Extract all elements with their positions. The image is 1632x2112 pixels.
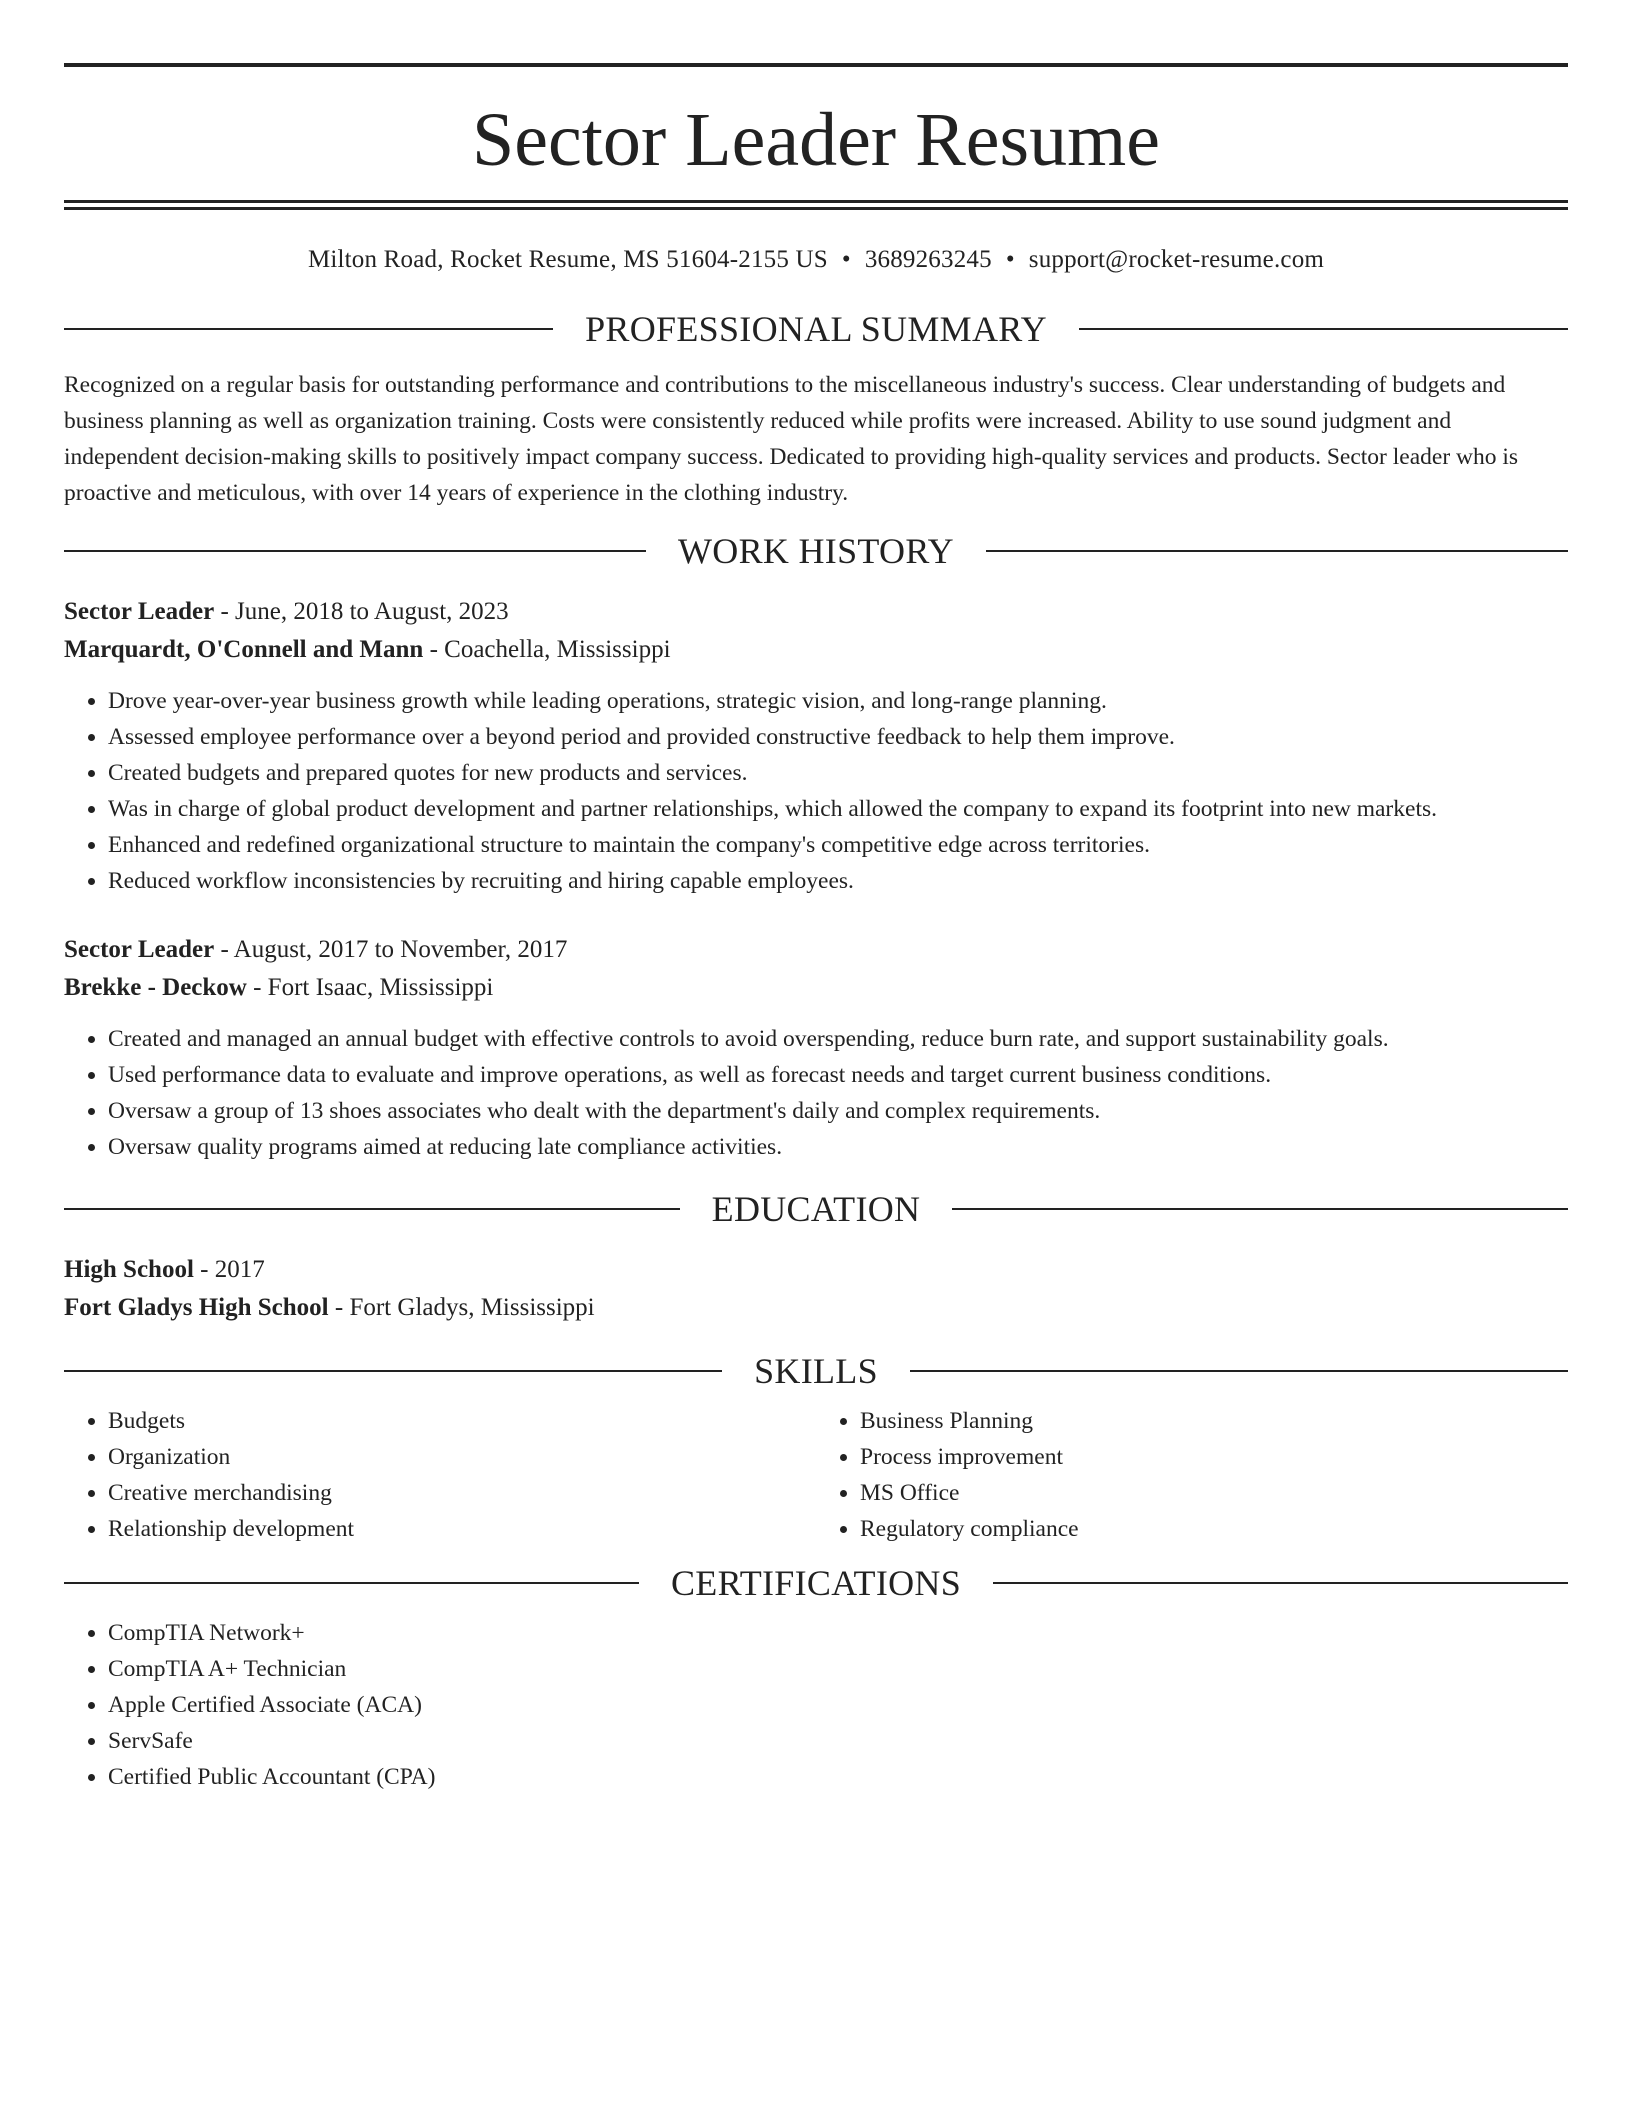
job-entry <box>64 931 1568 1165</box>
job-dates: - June, 2018 to August, 2023 <box>214 598 509 625</box>
section-header-certifications <box>64 1565 1568 1601</box>
list-item: • Oversaw quality programs aimed at reducing late compliance activities. <box>108 1129 1568 1165</box>
job-bullets <box>64 683 1568 899</box>
contact-separator: • <box>1005 246 1015 273</box>
list-item: • Assessed employee performance over a beyond period and provided constructive feedback to help them improve. <box>108 719 1568 755</box>
section-rule-right <box>986 550 1568 552</box>
education-degree: High School <box>64 1256 194 1283</box>
section-header-skills <box>64 1353 1568 1389</box>
list-item: • Used performance data to evaluate and improve operations, as well as forecast needs and target current business conditions. <box>108 1057 1568 1093</box>
list-item: • Created and managed an annual budget with effective controls to avoid overspending, reduce burn rate, and support sustainability goals. <box>108 1021 1568 1057</box>
section-rule-left <box>64 550 646 552</box>
section-title-certifications: CERTIFICATIONS <box>670 1563 962 1603</box>
skill-item: • Budgets <box>108 1403 816 1439</box>
certification-item: • CompTIA Network+ <box>108 1615 1568 1651</box>
job-title-line <box>64 593 1568 631</box>
section-rule-right <box>993 1582 1568 1584</box>
section-rule-left <box>64 1582 639 1584</box>
section-rule-left <box>64 1208 680 1210</box>
skill-item: • MS Office <box>860 1475 1568 1511</box>
job-company: Brekke - Deckow <box>64 974 247 1001</box>
title-double-rule <box>64 200 1568 210</box>
section-rule-left <box>64 1370 722 1372</box>
skill-item: • Regulatory compliance <box>860 1511 1568 1547</box>
job-company: Marquardt, O'Connell and Mann <box>64 636 424 663</box>
section-header-education <box>64 1191 1568 1227</box>
section-rule-right <box>910 1370 1568 1372</box>
skill-item: • Organization <box>108 1439 816 1475</box>
job-title-line <box>64 931 1568 969</box>
section-rule-right <box>952 1208 1568 1210</box>
job-entry <box>64 593 1568 899</box>
list-item: • Created budgets and prepared quotes for new products and services. <box>108 755 1568 791</box>
skills-list-right <box>816 1403 1568 1547</box>
job-dates: - August, 2017 to November, 2017 <box>214 936 568 963</box>
education-entry <box>64 1251 1568 1327</box>
job-location: - Coachella, Mississippi <box>423 636 671 663</box>
skill-item: • Business Planning <box>860 1403 1568 1439</box>
skill-item: • Creative merchandising <box>108 1475 816 1511</box>
job-company-line <box>64 631 1568 669</box>
job-company-line <box>64 969 1568 1007</box>
education-school: Fort Gladys High School <box>64 1294 329 1321</box>
job-title: Sector Leader <box>64 598 215 625</box>
list-item: • Drove year-over-year business growth while leading operations, strategic vision, and long-range planning. <box>108 683 1568 719</box>
contact-email[interactable]: support@rocket-resume.com <box>1028 246 1325 273</box>
education-year: - 2017 <box>193 1256 265 1283</box>
skill-item: • Process improvement <box>860 1439 1568 1475</box>
list-item: • Reduced workflow inconsistencies by recruiting and hiring capable employees. <box>108 863 1568 899</box>
job-title: Sector Leader <box>64 936 215 963</box>
section-title-education: EDUCATION <box>711 1189 921 1229</box>
contact-line <box>64 245 1568 275</box>
certification-item: • ServSafe <box>108 1723 1568 1759</box>
education-degree-line <box>64 1251 1568 1289</box>
section-title-skills: SKILLS <box>754 1351 878 1391</box>
job-bullets <box>64 1021 1568 1165</box>
skill-item: • Relationship development <box>108 1511 816 1547</box>
contact-address: Milton Road, Rocket Resume, MS 51604-2155 US <box>307 246 828 273</box>
section-header-work <box>64 533 1568 569</box>
skills-list-left <box>64 1403 816 1547</box>
education-location: - Fort Gladys, Mississippi <box>328 1294 595 1321</box>
certification-item: • CompTIA A+ Technician <box>108 1651 1568 1687</box>
section-title-summary: PROFESSIONAL SUMMARY <box>585 309 1047 349</box>
contact-separator: • <box>841 246 851 273</box>
certifications-list <box>64 1615 1568 1795</box>
list-item: • Was in charge of global product development and partner relationships, which allowed the company to expand its footprint into new markets. <box>108 791 1568 827</box>
contact-phone[interactable]: 3689263245 <box>864 246 992 273</box>
list-item: • Oversaw a group of 13 shoes associates who dealt with the department's daily and complex requirements. <box>108 1093 1568 1129</box>
job-location: - Fort Isaac, Mississippi <box>246 974 494 1001</box>
summary-text: Recognized on a regular basis for outstanding performance and contributions to the miscellaneous industry's success. Clear understanding of budgets and business planning as well as organization training. Costs were consistently reduced while profits were increased. Ability to use sound judgment and independent decision-making skills to positively impact company success. Dedicated to providing high-quality services and products. Sector leader who is proactive and meticulous, with over 14 years of experience in the clothing industry. <box>64 372 1519 506</box>
section-title-work: WORK HISTORY <box>678 531 954 571</box>
section-header-summary <box>64 311 1568 347</box>
certification-item: • Apple Certified Associate (ACA) <box>108 1687 1568 1723</box>
skills-grid <box>64 1389 1568 1547</box>
list-item: • Enhanced and redefined organizational structure to maintain the company's competitive edge across territories. <box>108 827 1568 863</box>
resume-title: Sector Leader Resume <box>472 98 1160 182</box>
certification-item: • Certified Public Accountant (CPA) <box>108 1759 1568 1795</box>
section-rule-right <box>1079 328 1568 330</box>
education-school-line <box>64 1289 1568 1327</box>
section-rule-left <box>64 328 553 330</box>
